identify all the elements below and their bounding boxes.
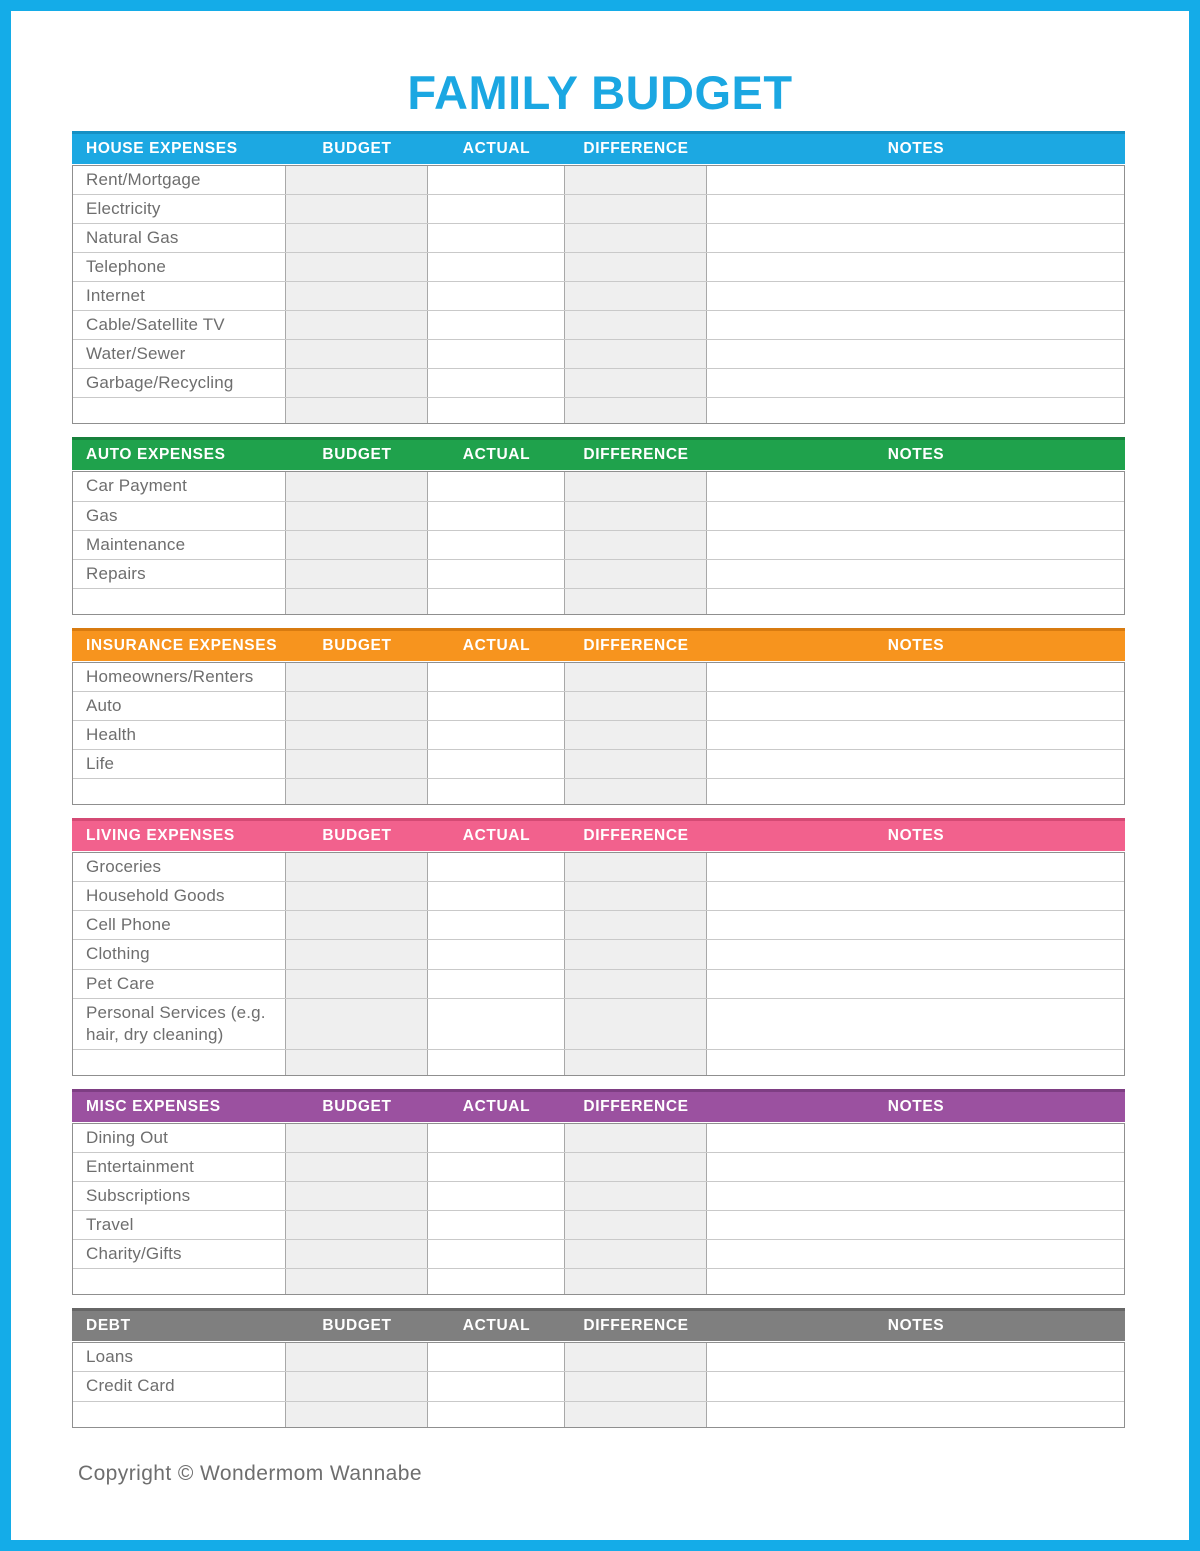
budget-cell xyxy=(286,1240,428,1268)
budget-cell xyxy=(286,1182,428,1210)
blank-row xyxy=(73,1402,1124,1427)
expense-label: Pet Care xyxy=(73,970,286,998)
expense-label: Cell Phone xyxy=(73,911,286,939)
actual-cell xyxy=(428,1182,565,1210)
expense-label: Household Goods xyxy=(73,882,286,910)
budget-cell xyxy=(286,369,428,397)
actual-cell xyxy=(428,502,565,530)
expense-label xyxy=(73,398,286,423)
actual-cell xyxy=(428,1124,565,1152)
column-header-notes: NOTES xyxy=(887,1097,945,1115)
notes-cell xyxy=(707,1240,1125,1268)
expense-row xyxy=(73,1124,1124,1153)
budget-cell xyxy=(286,166,428,194)
budget-cell xyxy=(286,1153,428,1181)
actual-cell xyxy=(428,1343,565,1371)
page-title: FAMILY BUDGET xyxy=(407,66,793,119)
expense-row xyxy=(73,340,1124,369)
notes-cell xyxy=(707,721,1125,749)
budget-cell xyxy=(286,282,428,310)
actual-cell xyxy=(428,166,565,194)
expense-row xyxy=(73,663,1124,692)
notes-cell xyxy=(707,1124,1125,1152)
section-title: MISC EXPENSES xyxy=(86,1097,221,1115)
section-header xyxy=(72,437,1125,470)
budget-cell xyxy=(286,1211,428,1239)
difference-cell xyxy=(565,472,707,500)
difference-cell xyxy=(565,750,707,778)
notes-cell xyxy=(707,882,1125,910)
budget-cell xyxy=(286,911,428,939)
section-insurance-expenses xyxy=(72,628,1125,805)
actual-cell xyxy=(428,1402,565,1427)
expense-label: Rent/Mortgage xyxy=(73,166,286,194)
budget-cell xyxy=(286,560,428,588)
actual-cell xyxy=(428,721,565,749)
notes-cell xyxy=(707,663,1125,691)
actual-cell xyxy=(428,531,565,559)
section-header xyxy=(72,131,1125,164)
actual-cell xyxy=(428,911,565,939)
notes-cell xyxy=(707,1402,1125,1427)
expense-label: Subscriptions xyxy=(73,1182,286,1210)
actual-cell xyxy=(428,340,565,368)
budget-cell xyxy=(286,940,428,968)
actual-cell xyxy=(428,970,565,998)
expense-row xyxy=(73,369,1124,398)
expense-row xyxy=(73,472,1124,501)
difference-cell xyxy=(565,369,707,397)
actual-cell xyxy=(428,853,565,881)
expense-label: Water/Sewer xyxy=(73,340,286,368)
expense-row xyxy=(73,282,1124,311)
expense-label: Dining Out xyxy=(73,1124,286,1152)
difference-cell xyxy=(565,311,707,339)
actual-cell xyxy=(428,369,565,397)
actual-cell xyxy=(428,1372,565,1400)
expense-row xyxy=(73,1240,1124,1269)
notes-cell xyxy=(707,1050,1125,1075)
actual-cell xyxy=(428,398,565,423)
difference-cell xyxy=(565,940,707,968)
actual-cell xyxy=(428,750,565,778)
budget-cell xyxy=(286,970,428,998)
actual-cell xyxy=(428,692,565,720)
actual-cell xyxy=(428,311,565,339)
difference-cell xyxy=(565,195,707,223)
difference-cell xyxy=(565,1153,707,1181)
expense-row xyxy=(73,970,1124,999)
notes-cell xyxy=(707,970,1125,998)
expense-label: Homeowners/Renters xyxy=(73,663,286,691)
expense-label: Credit Card xyxy=(73,1372,286,1400)
notes-cell xyxy=(707,911,1125,939)
actual-cell xyxy=(428,999,565,1049)
notes-cell xyxy=(707,692,1125,720)
expense-label: Personal Services (e.g. hair, dry cleaning) xyxy=(73,999,286,1049)
budget-cell xyxy=(286,253,428,281)
budget-cell xyxy=(286,663,428,691)
column-header-actual: ACTUAL xyxy=(462,1317,531,1335)
column-header-notes: NOTES xyxy=(887,827,945,845)
notes-cell xyxy=(707,1182,1125,1210)
notes-cell xyxy=(707,398,1125,423)
notes-cell xyxy=(707,750,1125,778)
expense-label: Cable/Satellite TV xyxy=(73,311,286,339)
expense-row xyxy=(73,882,1124,911)
column-header-budget: BUDGET xyxy=(322,446,392,464)
notes-cell xyxy=(707,224,1125,252)
section-header xyxy=(72,1308,1125,1341)
column-header-actual: ACTUAL xyxy=(462,1097,531,1115)
budget-cell xyxy=(286,589,428,614)
expense-label: Health xyxy=(73,721,286,749)
section-house-expenses xyxy=(72,131,1125,425)
actual-cell xyxy=(428,589,565,614)
actual-cell xyxy=(428,1050,565,1075)
actual-cell xyxy=(428,1269,565,1294)
column-header-difference: DIFFERENCE xyxy=(583,446,689,464)
actual-cell xyxy=(428,882,565,910)
difference-cell xyxy=(565,1343,707,1371)
notes-cell xyxy=(707,282,1125,310)
notes-cell xyxy=(707,589,1125,614)
blank-row xyxy=(73,1269,1124,1294)
expense-row xyxy=(73,911,1124,940)
difference-cell xyxy=(565,253,707,281)
difference-cell xyxy=(565,560,707,588)
difference-cell xyxy=(565,1050,707,1075)
section-misc-expenses xyxy=(72,1089,1125,1295)
difference-cell xyxy=(565,502,707,530)
difference-cell xyxy=(565,1182,707,1210)
notes-cell xyxy=(707,253,1125,281)
section-header xyxy=(72,818,1125,851)
notes-cell xyxy=(707,1211,1125,1239)
budget-cell xyxy=(286,853,428,881)
expense-label: Natural Gas xyxy=(73,224,286,252)
section-auto-expenses xyxy=(72,437,1125,614)
actual-cell xyxy=(428,195,565,223)
expense-row xyxy=(73,531,1124,560)
expense-label xyxy=(73,589,286,614)
difference-cell xyxy=(565,1372,707,1400)
expense-row xyxy=(73,1182,1124,1211)
actual-cell xyxy=(428,940,565,968)
budget-cell xyxy=(286,882,428,910)
section-title: DEBT xyxy=(86,1317,131,1335)
expense-label xyxy=(73,779,286,804)
expense-label: Loans xyxy=(73,1343,286,1371)
actual-cell xyxy=(428,663,565,691)
column-header-actual: ACTUAL xyxy=(462,446,531,464)
expense-label: Charity/Gifts xyxy=(73,1240,286,1268)
expense-label: Internet xyxy=(73,282,286,310)
budget-cell xyxy=(286,999,428,1049)
notes-cell xyxy=(707,472,1125,500)
difference-cell xyxy=(565,340,707,368)
notes-cell xyxy=(707,999,1125,1049)
actual-cell xyxy=(428,472,565,500)
expense-row xyxy=(73,1343,1124,1372)
expense-row xyxy=(73,166,1124,195)
notes-cell xyxy=(707,166,1125,194)
notes-cell xyxy=(707,195,1125,223)
column-header-difference: DIFFERENCE xyxy=(583,139,689,157)
notes-cell xyxy=(707,1343,1125,1371)
blank-row xyxy=(73,779,1124,804)
column-header-difference: DIFFERENCE xyxy=(583,1317,689,1335)
section-title: AUTO EXPENSES xyxy=(86,446,226,464)
expense-row xyxy=(73,502,1124,531)
difference-cell xyxy=(565,911,707,939)
expense-label: Maintenance xyxy=(73,531,286,559)
expense-row xyxy=(73,224,1124,253)
column-header-notes: NOTES xyxy=(887,1317,945,1335)
expense-row xyxy=(73,311,1124,340)
budget-cell xyxy=(286,472,428,500)
section-table xyxy=(72,852,1125,1076)
expense-row xyxy=(73,253,1124,282)
expense-row xyxy=(73,999,1124,1050)
section-table xyxy=(72,1342,1125,1427)
difference-cell xyxy=(565,721,707,749)
expense-label xyxy=(73,1050,286,1075)
difference-cell xyxy=(565,853,707,881)
column-header-budget: BUDGET xyxy=(322,1317,392,1335)
expense-row xyxy=(73,1211,1124,1240)
notes-cell xyxy=(707,1269,1125,1294)
budget-cell xyxy=(286,1124,428,1152)
notes-cell xyxy=(707,853,1125,881)
section-table xyxy=(72,662,1125,805)
section-table xyxy=(72,471,1125,614)
budget-cell xyxy=(286,311,428,339)
budget-cell xyxy=(286,779,428,804)
column-header-notes: NOTES xyxy=(887,139,945,157)
actual-cell xyxy=(428,282,565,310)
expense-row xyxy=(73,1153,1124,1182)
budget-cell xyxy=(286,398,428,423)
difference-cell xyxy=(565,589,707,614)
column-header-difference: DIFFERENCE xyxy=(583,827,689,845)
difference-cell xyxy=(565,1124,707,1152)
actual-cell xyxy=(428,1153,565,1181)
budget-cell xyxy=(286,1050,428,1075)
notes-cell xyxy=(707,311,1125,339)
expense-label: Telephone xyxy=(73,253,286,281)
budget-cell xyxy=(286,1343,428,1371)
difference-cell xyxy=(565,282,707,310)
notes-cell xyxy=(707,779,1125,804)
section-title: LIVING EXPENSES xyxy=(86,827,235,845)
difference-cell xyxy=(565,166,707,194)
budget-cell xyxy=(286,721,428,749)
budget-cell xyxy=(286,195,428,223)
expense-row xyxy=(73,1372,1124,1401)
notes-cell xyxy=(707,369,1125,397)
difference-cell xyxy=(565,882,707,910)
blank-row xyxy=(73,589,1124,614)
budget-sections xyxy=(72,131,1125,1428)
column-header-budget: BUDGET xyxy=(322,1097,392,1115)
budget-cell xyxy=(286,531,428,559)
column-header-notes: NOTES xyxy=(887,446,945,464)
column-header-notes: NOTES xyxy=(887,636,945,654)
expense-label: Auto xyxy=(73,692,286,720)
column-header-budget: BUDGET xyxy=(322,139,392,157)
difference-cell xyxy=(565,999,707,1049)
section-debt xyxy=(72,1308,1125,1427)
difference-cell xyxy=(565,970,707,998)
expense-row xyxy=(73,692,1124,721)
section-title: HOUSE EXPENSES xyxy=(86,139,238,157)
notes-cell xyxy=(707,1153,1125,1181)
column-header-budget: BUDGET xyxy=(322,827,392,845)
notes-cell xyxy=(707,502,1125,530)
notes-cell xyxy=(707,531,1125,559)
expense-label: Repairs xyxy=(73,560,286,588)
section-table xyxy=(72,165,1125,425)
section-table xyxy=(72,1123,1125,1295)
section-living-expenses xyxy=(72,818,1125,1076)
expense-row xyxy=(73,195,1124,224)
actual-cell xyxy=(428,1240,565,1268)
expense-label: Life xyxy=(73,750,286,778)
difference-cell xyxy=(565,779,707,804)
difference-cell xyxy=(565,1240,707,1268)
budget-cell xyxy=(286,1372,428,1400)
budget-cell xyxy=(286,1402,428,1427)
column-header-budget: BUDGET xyxy=(322,636,392,654)
difference-cell xyxy=(565,1269,707,1294)
budget-cell xyxy=(286,340,428,368)
notes-cell xyxy=(707,560,1125,588)
actual-cell xyxy=(428,253,565,281)
notes-cell xyxy=(707,340,1125,368)
actual-cell xyxy=(428,224,565,252)
expense-row xyxy=(73,721,1124,750)
expense-label: Entertainment xyxy=(73,1153,286,1181)
column-header-actual: ACTUAL xyxy=(462,827,531,845)
expense-label: Travel xyxy=(73,1211,286,1239)
expense-label: Gas xyxy=(73,502,286,530)
copyright-text: Copyright © Wondermom Wannabe xyxy=(78,1462,422,1485)
difference-cell xyxy=(565,1402,707,1427)
budget-cell xyxy=(286,1269,428,1294)
expense-label: Car Payment xyxy=(73,472,286,500)
budget-cell xyxy=(286,502,428,530)
column-header-difference: DIFFERENCE xyxy=(583,1097,689,1115)
actual-cell xyxy=(428,1211,565,1239)
expense-row xyxy=(73,853,1124,882)
expense-label: Groceries xyxy=(73,853,286,881)
section-header xyxy=(72,628,1125,661)
expense-label: Clothing xyxy=(73,940,286,968)
column-header-difference: DIFFERENCE xyxy=(583,636,689,654)
difference-cell xyxy=(565,224,707,252)
column-header-actual: ACTUAL xyxy=(462,636,531,654)
blank-row xyxy=(73,398,1124,423)
section-title: INSURANCE EXPENSES xyxy=(86,636,278,654)
budget-cell xyxy=(286,692,428,720)
difference-cell xyxy=(565,1211,707,1239)
difference-cell xyxy=(565,531,707,559)
expense-label xyxy=(73,1402,286,1427)
section-header xyxy=(72,1089,1125,1122)
difference-cell xyxy=(565,692,707,720)
expense-label: Electricity xyxy=(73,195,286,223)
actual-cell xyxy=(428,560,565,588)
budget-cell xyxy=(286,750,428,778)
expense-row xyxy=(73,560,1124,589)
expense-row xyxy=(73,940,1124,969)
difference-cell xyxy=(565,398,707,423)
difference-cell xyxy=(565,663,707,691)
expense-label: Garbage/Recycling xyxy=(73,369,286,397)
notes-cell xyxy=(707,1372,1125,1400)
budget-cell xyxy=(286,224,428,252)
column-header-actual: ACTUAL xyxy=(462,139,531,157)
expense-row xyxy=(73,750,1124,779)
notes-cell xyxy=(707,940,1125,968)
expense-label xyxy=(73,1269,286,1294)
blank-row xyxy=(73,1050,1124,1075)
actual-cell xyxy=(428,779,565,804)
